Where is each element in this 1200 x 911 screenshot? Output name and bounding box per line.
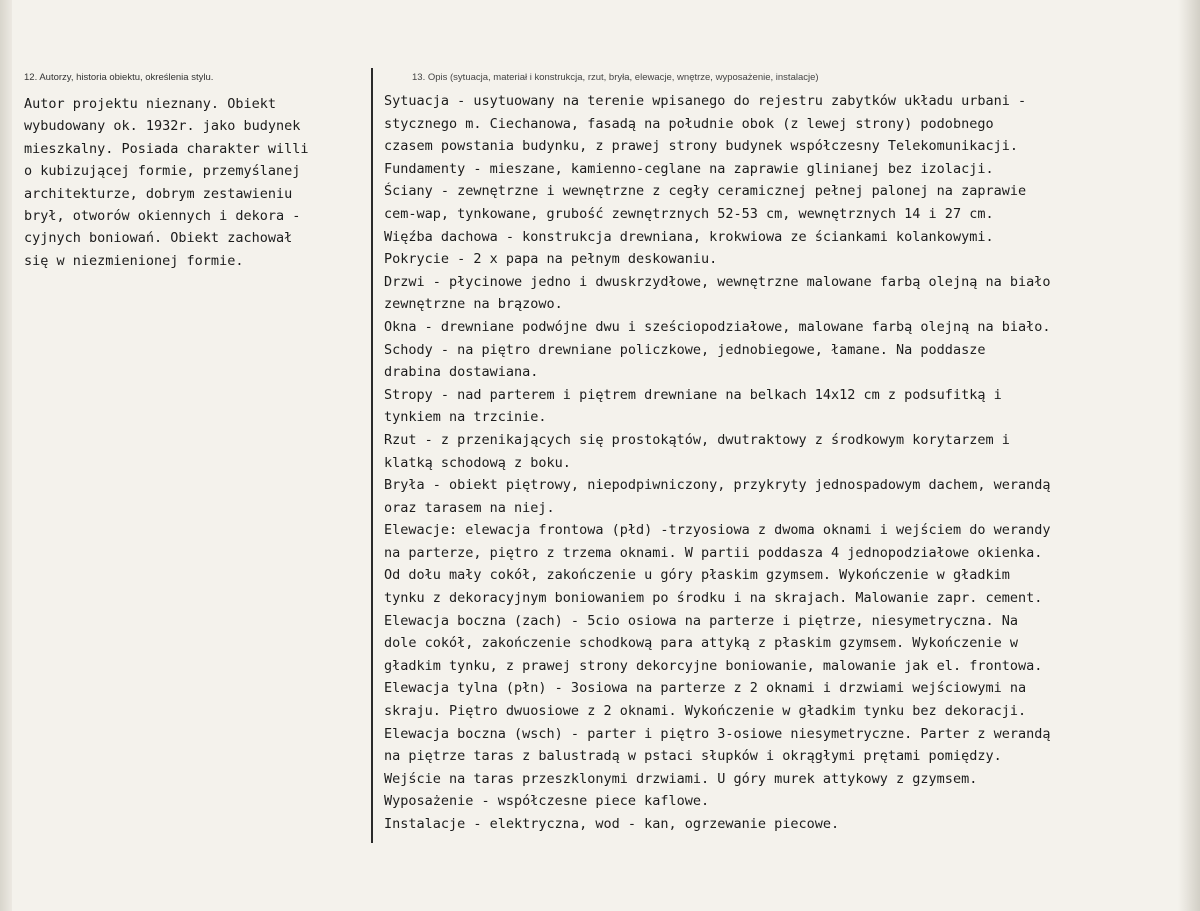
text-line: oraz tarasem na niej.	[384, 499, 555, 516]
text-line: Stropy - nad parterem i piętrem drewniane na belkach 14x12 cm z podsufitką i	[384, 386, 1002, 403]
text-line: brył, otworów okiennych i dekora -	[24, 208, 301, 225]
text-line: cem-wap, tynkowane, grubość zewnętrznych 52-53 cm, wewnętrznych 14 i 27 cm.	[384, 205, 994, 222]
text-line: cyjnych boniowań. Obiekt zachował	[24, 230, 293, 247]
text-line: Elewacja boczna (wsch) - parter i piętro 3-osiowe niesymetryczne. Parter z werandą	[384, 725, 1051, 742]
text-line: Ściany - zewnętrzne i wewnętrzne z cegły ceramicznej pełnej palonej na zaprawie	[384, 183, 1027, 200]
text-line: Wyposażenie - współczesne piece kaflowe.	[384, 793, 710, 810]
text-line: Rzut - z przenikających się prostokątów, dwutraktowy z środkowym korytarzem i	[384, 431, 1010, 448]
text-line: Elewacja tylna (płn) - 3osiowa na parterze z 2 oknami i drzwiami wejściowymi na	[384, 680, 1027, 697]
text-line: na piętrze taras z balustradą w pstaci słupków i okrągłymi prętami pomiędzy.	[384, 748, 1002, 765]
text-line: Schody - na piętro drewniane policzkowe, jednobiegowe, łamane. Na poddasze	[384, 341, 986, 358]
text-line: na parterze, piętro z trzema oknami. W partii poddasza 4 jednopodziałowe okienka.	[384, 544, 1043, 561]
text-line: o kubizującej formie, przemyślanej	[24, 163, 301, 180]
section-12-heading: 12. Autorzy, historia obiektu, określenia stylu.	[24, 72, 214, 83]
text-line: dole cokół, zakończenie schodkową para attyką z płaskim gzymsem. Wykończenie w	[384, 635, 1018, 652]
section-13-heading: 13. Opis (sytuacja, materiał i konstrukcja, rzut, bryła, elewacje, wnętrze, wyposażenie, instalacje)	[412, 72, 819, 83]
text-line: Elewacje: elewacja frontowa (płd) -trzyosiowa z dwoma oknami i wejściem do werandy	[384, 522, 1051, 539]
text-line: Pokrycie - 2 x papa na pełnym deskowaniu.	[384, 251, 718, 268]
text-line: czasem powstania budynku, z prawej strony budynek współczesny Telekomunikacji.	[384, 138, 1018, 155]
text-line: tynku z dekoracyjnym boniowaniem po środku i na skrajach. Malowanie zapr. cement.	[384, 590, 1043, 607]
column-divider	[371, 68, 373, 843]
text-line: drabina dostawiana.	[384, 364, 539, 381]
text-line: Autor projektu nieznany. Obiekt	[24, 96, 276, 112]
text-line: Okna - drewniane podwójne dwu i sześciopodziałowe, malowane farbą olejną na biało.	[384, 318, 1051, 335]
text-line: zewnętrzne na brązowo.	[384, 296, 563, 313]
text-line: się w niezmienionej formie.	[24, 252, 244, 269]
text-line: Sytuacja - usytuowany na terenie wpisanego do rejestru zabytków układu urbani -	[384, 93, 1027, 109]
text-line: Więźba dachowa - konstrukcja drewniana, krokwiowa ze ściankami kolankowymi.	[384, 228, 994, 245]
text-line: mieszkalny. Posiada charakter willi	[24, 140, 309, 157]
text-line: klatką schodową z boku.	[384, 454, 571, 471]
text-line: stycznego m. Ciechanowa, fasadą na południe obok (z lewej strony) podobnego	[384, 115, 994, 132]
section-12-body	[24, 93, 369, 272]
text-line: Elewacja boczna (zach) - 5cio osiowa na parterze i piętrze, niesymetryczna. Na	[384, 612, 1018, 629]
text-line: gładkim tynku, z prawej strony dekorcyjne boniowanie, malowanie jak el. frontowa.	[384, 657, 1043, 674]
text-line: Wejście na taras przeszklonymi drzwiami. U góry murek attykowy z gzymsem.	[384, 770, 978, 787]
section-13-body	[384, 90, 1194, 836]
page-left-edge	[0, 0, 12, 911]
text-line: Drzwi - płycinowe jedno i dwuskrzydłowe, wewnętrzne malowane farbą olejną na biało	[384, 273, 1051, 290]
text-line: skraju. Piętro dwuosiowe z 2 oknami. Wykończenie w gładkim tynku bez dekoracji.	[384, 703, 1027, 720]
text-line: Fundamenty - mieszane, kamienno-ceglane na zaprawie glinianej bez izolacji.	[384, 160, 994, 177]
text-line: wybudowany ok. 1932r. jako budynek	[24, 118, 301, 135]
text-line: Od dołu mały cokół, zakończenie u góry płaskim gzymsem. Wykończenie w gładkim	[384, 567, 1010, 584]
text-line: tynkiem na trzcinie.	[384, 409, 547, 426]
text-line: Instalacje - elektryczna, wod - kan, ogrzewanie piecowe.	[384, 816, 840, 832]
text-line: architekturze, dobrym zestawieniu	[24, 185, 293, 202]
text-line: Bryła - obiekt piętrowy, niepodpiwniczony, przykryty jednospadowym dachem, werandą	[384, 477, 1051, 494]
